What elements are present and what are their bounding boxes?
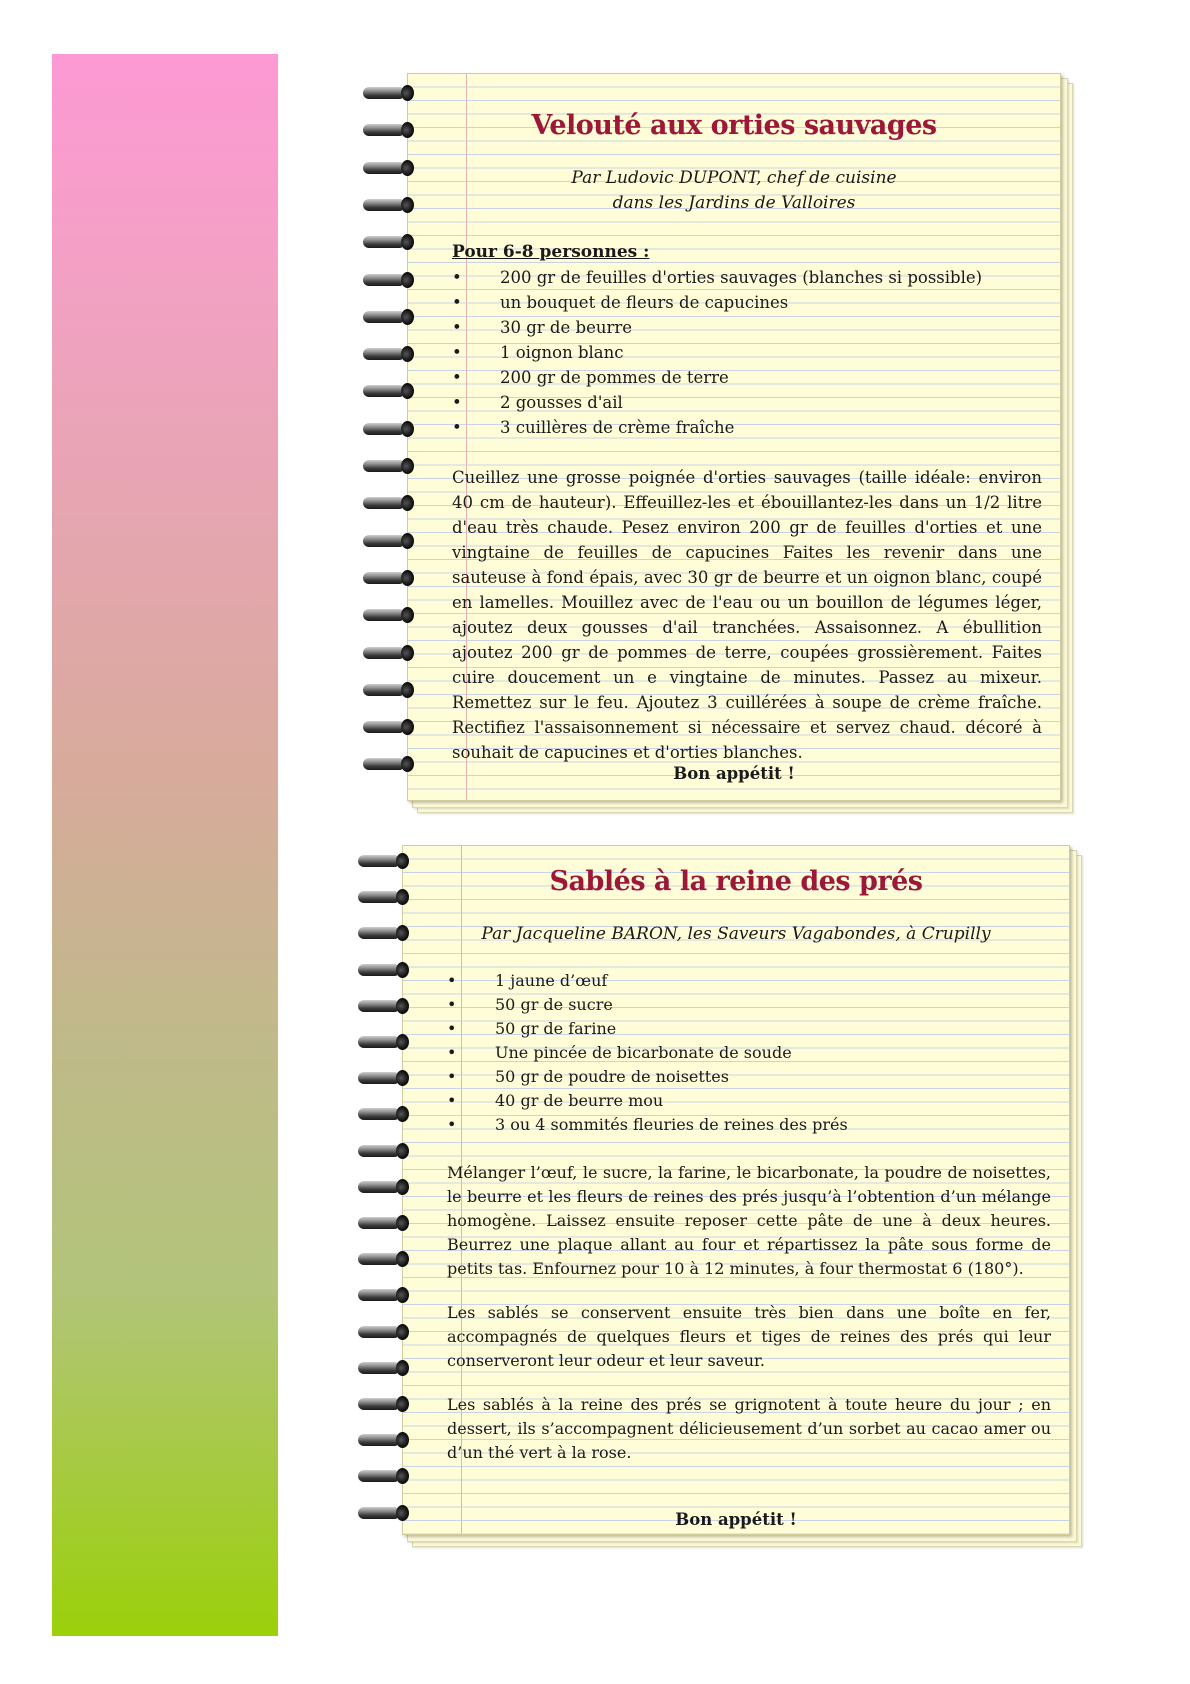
recipe-title: Velouté aux orties sauvages [531, 110, 937, 141]
binding-ring-icon [358, 1360, 410, 1376]
binding-ring-icon [358, 1215, 410, 1231]
recipe-author: Par Jacqueline BARON, les Saveurs Vagabondes, à Crupilly [481, 924, 991, 944]
list-item: • 1 oignon blanc [452, 340, 1042, 365]
list-item: • 3 cuillères de crème fraîche [452, 415, 1042, 440]
binding-ring-icon [358, 925, 410, 941]
ingredient-list [447, 969, 1051, 1137]
binding-ring-icon [363, 645, 415, 661]
method-paragraph: Mélanger l’œuf, le sucre, la farine, le bicarbonate, la poudre de noisettes, le beurre et les fleurs de reines des prés jusqu’à l’obtention d’un mélange homogène. Laissez ensuite reposer cette pâte de une à deux heures. Beurrez une plaque allant au four et répartissez la pâte sous forme de petits tas. Enfournez pour 10 à 12 minutes, à four thermostat 6 (180°). [447, 1163, 1051, 1278]
binding-ring-icon [358, 1396, 410, 1412]
servings-label: Pour 6-8 personnes : [452, 242, 650, 262]
method-paragraph: Les sablés à la reine des prés se grignotent à toute heure du jour ; en dessert, ils s’accompagnent délicieusement d’un sorbet au cacao amer ou d’un thé vert à la rose. [447, 1395, 1051, 1462]
recipe-card-veloute [407, 73, 1061, 801]
list-item: • 200 gr de pommes de terre [452, 365, 1042, 390]
list-item: • 30 gr de beurre [452, 315, 1042, 340]
binding-ring-icon [363, 458, 415, 474]
author-line-2: dans les Jardins de Valloires [612, 193, 856, 213]
binding-ring-icon [363, 160, 415, 176]
binding-ring-icon [358, 1432, 410, 1448]
signoff: Bon appétit ! [675, 1510, 797, 1529]
binding-ring-icon [358, 1251, 410, 1267]
recipe-body [447, 969, 1051, 1465]
list-item: • 3 ou 4 sommités fleuries de reines des prés [447, 1113, 1051, 1137]
binding-ring-icon [363, 309, 415, 325]
method-paragraph: Les sablés se conservent ensuite très bien dans une boîte en fer, accompagnés de quelques fleurs et tiges de reines des prés qui leur conserveront leur odeur et leur saveur. [447, 1303, 1051, 1370]
signoff: Bon appétit ! [673, 764, 795, 783]
binding-ring-icon [358, 1287, 410, 1303]
binding-ring-icon [363, 383, 415, 399]
list-item: • 50 gr de poudre de noisettes [447, 1065, 1051, 1089]
binding-ring-icon [358, 889, 410, 905]
binding-ring-icon [363, 85, 415, 101]
binding-ring-icon [363, 272, 415, 288]
notebook-page [402, 845, 1070, 1535]
binding-ring-icon [358, 1143, 410, 1159]
binding-ring-icon [358, 1468, 410, 1484]
binding-ring-icon [363, 570, 415, 586]
binding-ring-icon [358, 1106, 410, 1122]
binding-ring-icon [363, 495, 415, 511]
binding-ring-icon [358, 853, 410, 869]
binding-ring-icon [358, 1070, 410, 1086]
binding-ring-icon [363, 719, 415, 735]
binding-ring-icon [363, 533, 415, 549]
author-line-1: Par Ludovic DUPONT, chef de cuisine [571, 168, 897, 188]
recipe-body [452, 240, 1042, 765]
binding-ring-icon [358, 1505, 410, 1521]
binding-ring-icon [363, 122, 415, 138]
binding-ring-icon [363, 197, 415, 213]
method-paragraph: Cueillez une grosse poignée d'orties sauvages (taille idéale: environ 40 cm de hauteur). Effeuillez-les et ébouillantez-les dans un 1/2 litre d'eau très chaude. Pesez environ 200 gr de feuilles d'orties et une vingtaine de feuilles de capucines Faites les revenir dans une sauteuse à fond épais, avec 30 gr de beurre et un oignon blanc, coupé en lamelles. Mouillez avec de l'eau ou un bouillon de légumes léger, ajoutez deux gousses d'ail tranchées. Assaisonnez. A ébullition ajoutez 200 gr de pommes de terre, coupées grossièrement. Faites cuire doucement un e vingtaine de minutes. Passez au mixeur. Remettez sur le feu. Ajoutez 3 cuillérées à soupe de crème fraîche. Rectifiez l'assaisonnement si nécessaire et servez chaud. décoré à souhait de capucines et d'orties blanches. [452, 468, 1042, 762]
binding-ring-icon [358, 962, 410, 978]
list-item: • 50 gr de farine [447, 1017, 1051, 1041]
list-item: • 200 gr de feuilles d'orties sauvages (blanches si possible) [452, 265, 1042, 290]
binding-ring-icon [363, 421, 415, 437]
binding-ring-icon [363, 234, 415, 250]
notebook-page [407, 73, 1061, 801]
list-item: • Une pincée de bicarbonate de soude [447, 1041, 1051, 1065]
binding-ring-icon [358, 1034, 410, 1050]
list-item: • 1 jaune d’œuf [447, 969, 1051, 993]
binding-ring-icon [358, 1324, 410, 1340]
recipe-card-sables [402, 845, 1070, 1535]
list-item: • 50 gr de sucre [447, 993, 1051, 1017]
binding-ring-icon [363, 346, 415, 362]
binding-ring-icon [363, 756, 415, 772]
decorative-gradient-sidebar [52, 54, 278, 1636]
list-item: • 40 gr de beurre mou [447, 1089, 1051, 1113]
binding-ring-icon [358, 1179, 410, 1195]
list-item: • un bouquet de fleurs de capucines [452, 290, 1042, 315]
ingredient-list [452, 265, 1042, 440]
list-item: • 2 gousses d'ail [452, 390, 1042, 415]
binding-ring-icon [363, 607, 415, 623]
binding-ring-icon [363, 682, 415, 698]
binding-ring-icon [358, 998, 410, 1014]
recipe-title: Sablés à la reine des prés [549, 866, 923, 897]
recipe-author [408, 166, 1060, 216]
